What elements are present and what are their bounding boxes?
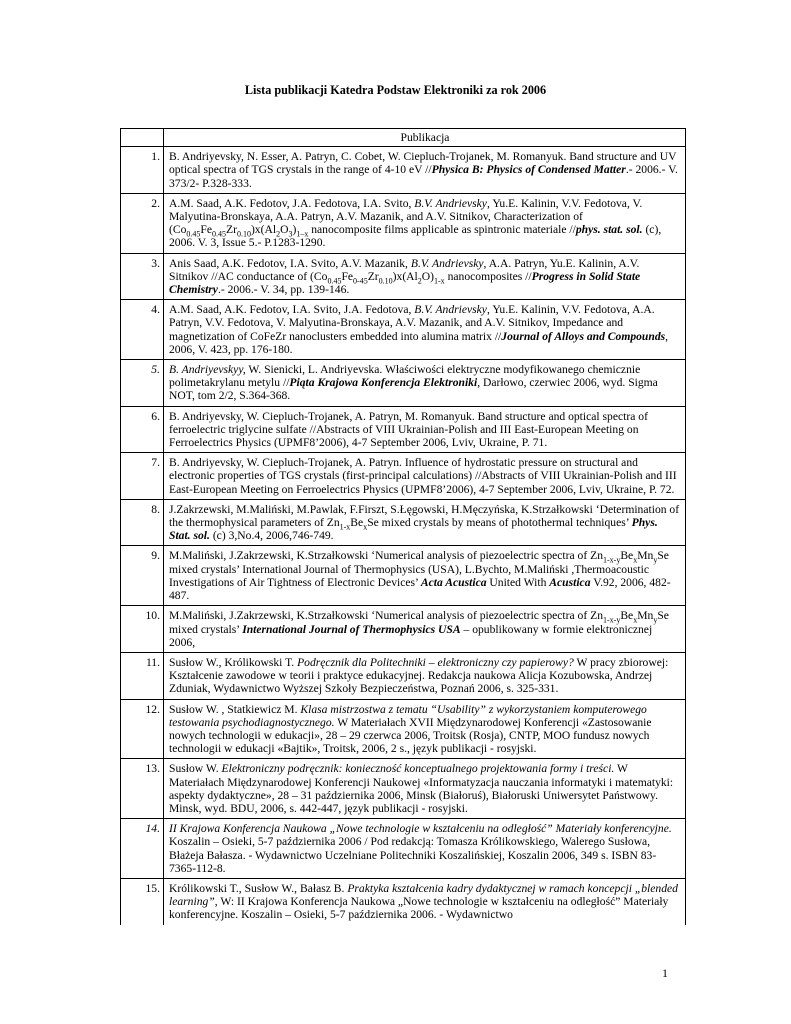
header-publication-cell: Publikacja — [164, 129, 686, 147]
table-row — [121, 878, 686, 924]
table-row — [121, 406, 686, 453]
table-header-row — [121, 129, 686, 147]
entry-text: Susłow W. Elektroniczny podręcznik: konieczność konceptualnego projektowania formy i treści. W Materiałach Międzynarodowej Konferencji Naukowej «Informatyzacja nauczania informatyki i matematyki: aspekty dydaktyczne», 28 – 31 października 2006, Minsk (Białoruś), Białoruski Uniwersytet Państwowy. Minsk, wyd. BDU, 2006, s. 442-447, język publikacji - rosyjski. — [164, 759, 686, 819]
publications-table — [120, 128, 686, 925]
entry-number: 4. — [121, 300, 164, 360]
entry-number: 13. — [121, 759, 164, 819]
table-row — [121, 360, 686, 407]
entry-text: Susłow W., Królikowski T. Podręcznik dla Politechniki – elektroniczny czy papierowy? W pracy zbiorowej: Kształcenie zawodowe w teorii i praktyce edukacyjnej. Redakcja naukowa Alicja Kozubowska, Andrzej Zduniak, Wydawnictwo Wyższej Szkoły Bezpieczeństwa, Poznań 2006, s. 325-331. — [164, 652, 686, 699]
page-number: 1 — [662, 966, 668, 980]
entry-number: 3. — [121, 253, 164, 300]
table-row — [121, 699, 686, 759]
entry-text: A.M. Saad, A.K. Fedotov, J.A. Fedotova, I.A. Svito, B.V. Andrievsky, Yu.E. Kalinin, V.V. Fedotova, V. Malyutina-Bronskaya, A.A. Patryn, A.V. Mazanik, and A.V. Sitnikov, Characterization of $(Co_{0.45}Fe_{0.45}Zr_{0.10})x(Al_2O_3)_{1-x}$ nanocomposite films applicable as spintronic materiale //phys. stat. sol. (c), 2006. V. 3, Issue 5.- P.1283-1290. — [164, 193, 686, 253]
entry-text: Anis Saad, A.K. Fedotov, I.A. Svito, A.V. Mazanik, B.V. Andrievsky, A.A. Patryn, Yu.E. Kalinin, A.V. Sitnikov //AC conductance of $(Co_{0.45}Fe_{0-45}Zr_{0.10})x(Al_2O)_{1-x}$ nanocomposites //Progress in Solid State Chemistry.- 2006.- V. 34, pp. 139-146. — [164, 253, 686, 300]
table-row — [121, 499, 686, 546]
table-row — [121, 453, 686, 500]
entry-number: 1. — [121, 147, 164, 194]
document-title: Lista publikacji Katedra Podstaw Elektroniki za rok 2006 — [244, 83, 547, 97]
entry-text: B. Andriyevsky, N. Esser, A. Patryn, C. Cobet, W. Ciepluch-Trojanek, M. Romanyuk. Band structure and UV optical spectra of TGS crystals in the range of 4-10 eV //Physica B: Physics of Condensed Matter.- 2006.- V. 373/2- P.328-333. — [164, 147, 686, 194]
entry-number: 7. — [121, 453, 164, 500]
entry-number: 12. — [121, 699, 164, 759]
table-row — [121, 147, 686, 194]
entry-number: 11. — [121, 652, 164, 699]
entry-text: J.Zakrzewski, M.Maliński, M.Pawlak, F.Firszt, S.Łęgowski, H.Męczyńska, K.Strzałkowski ‘Determination of the thermophysical parameters of $Zn_{1-x}Be_xSe$ mixed crystals by means of photothermal techniques’ Phys. Stat. sol. (c) 3,No.4, 2006,746-749. — [164, 499, 686, 546]
entry-text: II Krajowa Konferencja Naukowa „Nowe technologie w kształceniu na odległość” Materiały konferencyjne. Koszalin – Osieki, 5-7 października 2006 / Pod redakcją: Tomasza Królikowskiego, Walerego Susłowa, Błażeja Bałasza. - Wydawnictwo Uczelniane Politechniki Koszalińskiej, Koszalin 2006, 349 s. ISBN 83-7365-112-8. — [164, 819, 686, 879]
table-row — [121, 759, 686, 819]
table-row — [121, 300, 686, 360]
table-row — [121, 546, 686, 606]
entry-text: B. Andriyevskyy, W. Sienicki, L. Andriyevska. Właściwości elektryczne modyfikowanego chemicznie polimetakrylanu metylu //Piąta Krajowa Konferencja Elektroniki, Darłowo, czerwiec 2006, wyd. Sigma NOT, tom 2/2, S.364-368. — [164, 360, 686, 407]
entry-number: 9. — [121, 546, 164, 606]
entry-number: 2. — [121, 193, 164, 253]
table-row — [121, 819, 686, 879]
entry-number: 5. — [121, 360, 164, 407]
entry-text: B. Andriyevsky, W. Ciepluch-Trojanek, A. Patryn, M. Romanyuk. Band structure and optical spectra of ferroelectric triglycine sulfate //Abstracts of VIII Ukrainian-Polish and III East-European Meeting on Ferroelectrics Physics (UPMF8’2006), 4-7 September 2006, Lviv, Ukraine, P. 71. — [164, 406, 686, 453]
entry-text: B. Andriyevsky, W. Ciepluch-Trojanek, A. Patryn. Influence of hydrostatic pressure on structural and electronic properties of TGS crystals (first-principal calculations) //Abstracts of VIII Ukrainian-Polish and III East-European Meeting on Ferroelectrics Physics (UPMF8’2006), 4-7 September 2006, Lviv, Ukraine, P. 72. — [164, 453, 686, 500]
entry-text: M.Maliński, J.Zakrzewski, K.Strzałkowski ‘Numerical analysis of piezoelectric spectra of $Zn_{1-x-y}Be_xMn_ySe$ mixed crystals’ International Journal of Thermophysics (USA), L.Bychto, M.Maliński ,Thermoacoustic Investigations of Air Tightness of Electronic Devices’ Acta Acustica United With Acustica V.92, 2006, 482-487. — [164, 546, 686, 606]
header-number-cell — [121, 129, 164, 147]
entry-number: 8. — [121, 499, 164, 546]
table-row — [121, 652, 686, 699]
table-row — [121, 193, 686, 253]
entry-text: Susłow W. , Statkiewicz M. Klasa mistrzostwa z tematu “Usability” z wykorzystaniem komputerowego testowania psychodiagnostycznego. W Materiałach XVII Międzynarodowej Konferencji «Zastosowanie nowych technologii w edukacji», 28 – 29 czerwca 2006, Troitsk (Rosja), CNTP, MOO fundusz nowych technologii w edukacji «Bajtik», Troitsk, 2006, 2 s., język publikacji - rosyjski. — [164, 699, 686, 759]
entry-text: M.Maliński, J.Zakrzewski, K.Strzałkowski ‘Numerical analysis of piezoelectric spectra of $Zn_{1-x-y}Be_xMn_ySe$ mixed crystals’ International Journal of Thermophysics USA – opublikowany w formie elektronicznej 2006, — [164, 606, 686, 653]
table-row — [121, 253, 686, 300]
entry-number: 15. — [121, 878, 164, 924]
entry-text: A.M. Saad, A.K. Fedotov, I.A. Svito, J.A. Fedotova, B.V. Andrievsky, Yu.E. Kalinin, V.V. Fedotova, A.A. Patryn, V.V. Fedotova, V. Malyutina-Bronskaya, A.V. Mazanik, and A.V. Sitnikov, Impedance and magnetization of CoFeZr nanoclusters embedded into alumina matrix //Journal of Alloys and Compounds, 2006, V. 423, pp. 176-180. — [164, 300, 686, 360]
table-row — [121, 606, 686, 653]
entry-number: 14. — [121, 819, 164, 879]
entry-text: Królikowski T., Susłow W., Bałasz B. Praktyka kształcenia kadry dydaktycznej w ramach koncepcji „blended learning”, W: II Krajowa Konferencja Naukowa „Nowe technologie w kształceniu na odległość” Materiały konferencyjne. Koszalin – Osieki, 5-7 października 2006. - Wydawnictwo — [164, 878, 686, 924]
entry-number: 10. — [121, 606, 164, 653]
entry-number: 6. — [121, 406, 164, 453]
